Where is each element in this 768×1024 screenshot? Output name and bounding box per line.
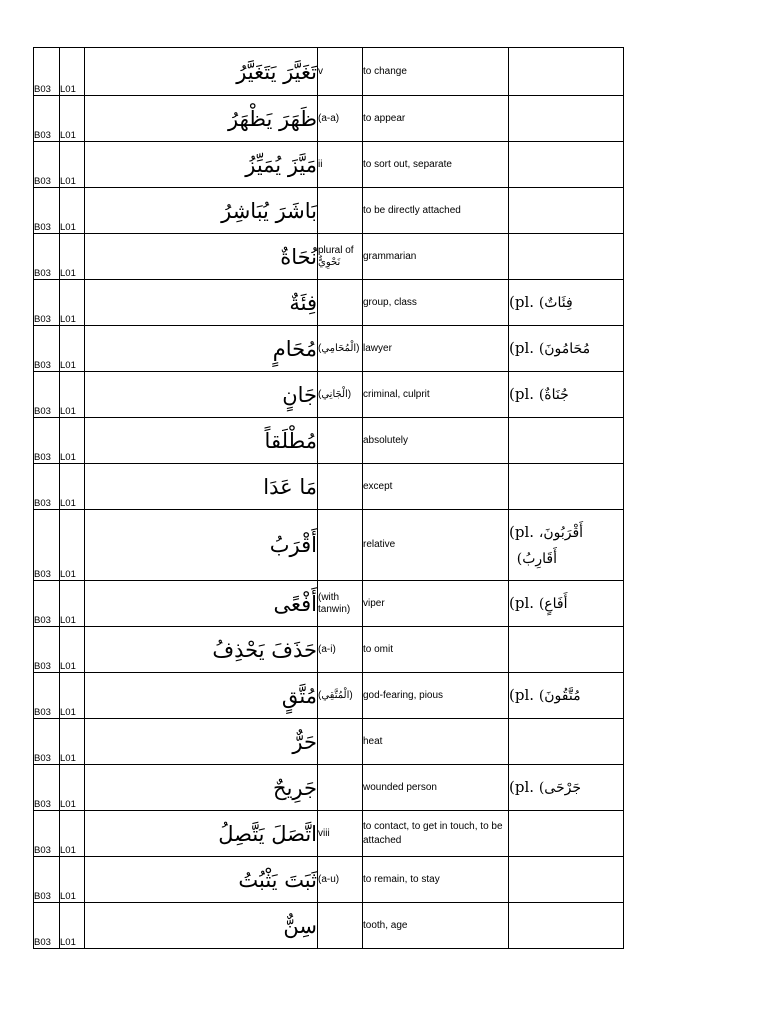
plural-form-cell xyxy=(509,280,624,326)
book-code-cell: B03 xyxy=(34,418,60,464)
book-code-cell: B03 xyxy=(34,188,60,234)
table-row xyxy=(34,188,624,234)
plural-prefix: (pl. xyxy=(509,293,535,311)
lesson-code-cell: L01 xyxy=(60,811,85,857)
grammar-note-cell: (الْمُحَامِي) xyxy=(318,326,363,372)
plural-form-cell xyxy=(509,96,624,142)
english-meaning-cell: to change xyxy=(363,48,509,96)
plural-line xyxy=(509,381,623,408)
english-meaning-cell: absolutely xyxy=(363,418,509,464)
grammar-note-cell: (الْجَانِي) xyxy=(318,372,363,418)
book-code-cell: B03 xyxy=(34,581,60,627)
table-row xyxy=(34,372,624,418)
arabic-term-cell: اتَّصَلَ يَتَّصِلُ xyxy=(85,811,318,857)
arabic-term-cell: مُحَامٍ xyxy=(85,326,318,372)
book-code-cell: B03 xyxy=(34,719,60,765)
book-code-cell: B03 xyxy=(34,280,60,326)
english-meaning-cell: to omit xyxy=(363,627,509,673)
grammar-note-cell xyxy=(318,510,363,581)
grammar-note-cell: (a-i) xyxy=(318,627,363,673)
plural-form-cell xyxy=(509,581,624,627)
plural-form-cell xyxy=(509,48,624,96)
grammar-note-cell xyxy=(318,719,363,765)
lesson-code-cell: L01 xyxy=(60,280,85,326)
book-code-cell: B03 xyxy=(34,903,60,949)
plural-form-cell xyxy=(509,765,624,811)
plural-form-cell xyxy=(509,673,624,719)
plural-line xyxy=(509,590,623,617)
arabic-term-cell: ظَهَرَ يَظْهَرُ xyxy=(85,96,318,142)
english-meaning-cell: to sort out, separate xyxy=(363,142,509,188)
plural-arabic: فِئَاتٌ) xyxy=(538,295,573,311)
plural-prefix: (pl. xyxy=(509,339,535,357)
lesson-code-cell: L01 xyxy=(60,464,85,510)
table-row xyxy=(34,627,624,673)
english-meaning-cell: criminal, culprit xyxy=(363,372,509,418)
arabic-term-cell: بَاشَرَ يُبَاشِرُ xyxy=(85,188,318,234)
plural-form-cell xyxy=(509,719,624,765)
plural-line xyxy=(509,289,623,316)
grammar-note-cell: plural of نَحْوِيٌّ xyxy=(318,234,363,280)
grammar-note-cell xyxy=(318,903,363,949)
english-meaning-cell: to be directly attached xyxy=(363,188,509,234)
vocabulary-table-body xyxy=(34,48,624,949)
plural-form-cell xyxy=(509,903,624,949)
english-meaning-cell: heat xyxy=(363,719,509,765)
plural-arabic: جُنَاةٌ) xyxy=(538,387,569,403)
plural-form-cell xyxy=(509,627,624,673)
grammar-note-cell: (الْمُتَّقِي) xyxy=(318,673,363,719)
arabic-term-cell: سِنٌّ xyxy=(85,903,318,949)
lesson-code-cell: L01 xyxy=(60,418,85,464)
table-row xyxy=(34,418,624,464)
english-meaning-cell: except xyxy=(363,464,509,510)
grammar-note-cell xyxy=(318,464,363,510)
plural-form-cell xyxy=(509,234,624,280)
table-row xyxy=(34,48,624,96)
plural-form-cell xyxy=(509,510,624,581)
lesson-code-cell: L01 xyxy=(60,96,85,142)
book-code-cell: B03 xyxy=(34,48,60,96)
english-meaning-cell: tooth, age xyxy=(363,903,509,949)
grammar-note-cell xyxy=(318,765,363,811)
lesson-code-cell: L01 xyxy=(60,188,85,234)
arabic-term-cell: حَرٌّ xyxy=(85,719,318,765)
english-meaning-cell: group, class xyxy=(363,280,509,326)
book-code-cell: B03 xyxy=(34,765,60,811)
table-row xyxy=(34,280,624,326)
lesson-code-cell: L01 xyxy=(60,673,85,719)
plural-arabic: مُتَّقُونَ) xyxy=(538,688,581,704)
plural-line xyxy=(509,335,623,362)
lesson-code-cell: L01 xyxy=(60,857,85,903)
plural-form-cell xyxy=(509,188,624,234)
plural-form-cell xyxy=(509,142,624,188)
english-meaning-cell: wounded person xyxy=(363,765,509,811)
book-code-cell: B03 xyxy=(34,96,60,142)
lesson-code-cell: L01 xyxy=(60,719,85,765)
english-meaning-cell: lawyer xyxy=(363,326,509,372)
english-meaning-cell: to remain, to stay xyxy=(363,857,509,903)
arabic-term-cell: أَقْرَبُ xyxy=(85,510,318,581)
plural-line xyxy=(509,682,623,709)
book-code-cell: B03 xyxy=(34,673,60,719)
plural-form-cell xyxy=(509,418,624,464)
lesson-code-cell: L01 xyxy=(60,903,85,949)
lesson-code-cell: L01 xyxy=(60,326,85,372)
grammar-note-cell: (with tanwin) xyxy=(318,581,363,627)
lesson-code-cell: L01 xyxy=(60,510,85,581)
lesson-code-cell: L01 xyxy=(60,142,85,188)
table-row xyxy=(34,811,624,857)
plural-arabic: جَرْحَى) xyxy=(538,780,581,796)
book-code-cell: B03 xyxy=(34,811,60,857)
plural-arabic: أَفَاعٍ) xyxy=(538,596,568,612)
plural-form-cell xyxy=(509,464,624,510)
plural-prefix: (pl. xyxy=(509,385,535,403)
book-code-cell: B03 xyxy=(34,510,60,581)
lesson-code-cell: L01 xyxy=(60,48,85,96)
book-code-cell: B03 xyxy=(34,627,60,673)
arabic-term-cell: أَفْعًى xyxy=(85,581,318,627)
plural-prefix: (pl. xyxy=(509,594,535,612)
lesson-code-cell: L01 xyxy=(60,234,85,280)
table-row xyxy=(34,673,624,719)
arabic-term-cell: فِئَةٌ xyxy=(85,280,318,326)
table-row xyxy=(34,903,624,949)
plural-arabic: أَقْرَبُونَ، xyxy=(538,524,584,541)
arabic-term-cell: مُتَّقٍ xyxy=(85,673,318,719)
arabic-term-cell: مُطْلَقاً xyxy=(85,418,318,464)
english-meaning-cell: to appear xyxy=(363,96,509,142)
english-meaning-cell: viper xyxy=(363,581,509,627)
book-code-cell: B03 xyxy=(34,464,60,510)
grammar-note-cell: (a-a) xyxy=(318,96,363,142)
arabic-term-cell: جَرِيحٌ xyxy=(85,765,318,811)
arabic-term-cell: مَيَّزَ يُمَيِّزُ xyxy=(85,142,318,188)
book-code-cell: B03 xyxy=(34,234,60,280)
book-code-cell: B03 xyxy=(34,326,60,372)
book-code-cell: B03 xyxy=(34,857,60,903)
table-row xyxy=(34,510,624,581)
lesson-code-cell: L01 xyxy=(60,765,85,811)
table-row xyxy=(34,581,624,627)
grammar-note-cell xyxy=(318,280,363,326)
lesson-code-cell: L01 xyxy=(60,581,85,627)
book-code-cell: B03 xyxy=(34,142,60,188)
arabic-term-cell: نُحَاةٌ xyxy=(85,234,318,280)
plural-form-cell xyxy=(509,811,624,857)
lesson-code-cell: L01 xyxy=(60,627,85,673)
grammar-note-cell: ii xyxy=(318,142,363,188)
arabic-term-cell: جَانٍ xyxy=(85,372,318,418)
table-row xyxy=(34,857,624,903)
grammar-note-cell xyxy=(318,188,363,234)
plural-arabic-extra: أَقَارِبُ) xyxy=(516,550,557,567)
arabic-term-cell: حَذَفَ يَحْذِفُ xyxy=(85,627,318,673)
arabic-term-cell: ثَبَتَ يَثْبُتُ xyxy=(85,857,318,903)
lesson-code-cell: L01 xyxy=(60,372,85,418)
plural-form-cell xyxy=(509,372,624,418)
plural-form-cell xyxy=(509,326,624,372)
english-meaning-cell: relative xyxy=(363,510,509,581)
arabic-term-cell: تَغَيَّرَ يَتَغَيَّرُ xyxy=(85,48,318,96)
table-row xyxy=(34,464,624,510)
plural-line xyxy=(509,774,623,801)
grammar-note-cell xyxy=(318,418,363,464)
plural-arabic: مُحَامُونَ) xyxy=(538,341,591,357)
grammar-note-cell: v xyxy=(318,48,363,96)
table-row xyxy=(34,765,624,811)
plural-prefix: (pl. xyxy=(509,778,535,796)
english-meaning-cell: to contact, to get in touch, to be attached xyxy=(363,811,509,857)
book-code-cell: B03 xyxy=(34,372,60,418)
arabic-term-cell: مَا عَدَا xyxy=(85,464,318,510)
table-row xyxy=(34,234,624,280)
plural-form-cell xyxy=(509,857,624,903)
vocabulary-table xyxy=(33,47,624,949)
plural-line xyxy=(509,519,623,546)
plural-prefix: (pl. xyxy=(509,522,535,541)
table-row xyxy=(34,326,624,372)
plural-prefix: (pl. xyxy=(509,686,535,704)
table-row xyxy=(34,142,624,188)
table-row xyxy=(34,96,624,142)
grammar-note-cell: (a-u) xyxy=(318,857,363,903)
grammar-note-cell: viii xyxy=(318,811,363,857)
table-row xyxy=(34,719,624,765)
english-meaning-cell: grammarian xyxy=(363,234,509,280)
english-meaning-cell: god-fearing, pious xyxy=(363,673,509,719)
